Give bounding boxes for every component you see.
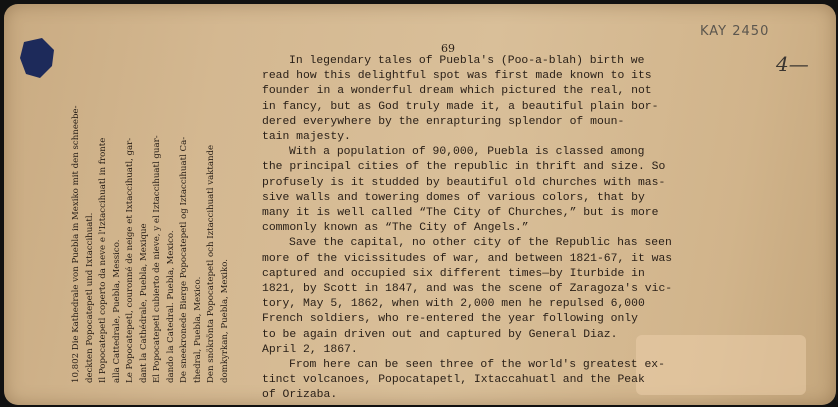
caption-line: Den snökrönta Popocatepetl och Iztaccihuatl vaktande [206,144,216,383]
text-line: to be again driven out and captured by General Diaz. [262,328,618,341]
text-line: With a population of 90,000, Puebla is classed among [289,146,645,159]
text-line: read how this delightful spot was first made known to its [262,70,652,83]
multilingual-caption [70,43,232,383]
text-line: captured and occupied six different times—by Iturbide in [262,267,645,280]
caption-line: thedral, Puebla, Mexico. [192,276,203,383]
caption-line: Il Popocatepetl coperto da neve e l'Iztaccihuatl in fronte [98,137,108,383]
stereoview-card-back [4,4,836,405]
text-line: profusely is it studded by beautiful old churches with mas- [262,176,666,189]
caption-line: 10,802 Die Kathedrale von Puebla in Mexiko mit den schneebe- [71,105,81,383]
text-line: commonly known as “The City of Angels.” [262,222,529,235]
page-number: 69 [441,42,455,55]
description-text [262,54,682,404]
caption-line: alla Cattedrale, Puebla, Messico. [111,239,122,383]
text-line: tain majesty. [262,131,351,144]
caption-line: domkyrkan, Puebla, Mexiko. [219,258,230,383]
caption-line: dando la Catedral. Puebla, Mexico. [165,230,176,383]
ink-blot-mark [18,36,56,80]
caption-line: deckten Popocatepetl und Ixtaccihuatl. [84,212,95,383]
text-line: tinct volcanoes, Popocatapetl, Ixtaccahuatl and the Peak [262,374,645,387]
text-line: of Orizaba. [262,389,338,402]
text-line: more of the vicissitudes of war, and between 1821-67, it was [262,252,673,265]
text-line: Save the capital, no other city of the Republic has seen [289,237,672,250]
text-line: tory, May 5, 1862, when with 2,000 men he repulsed 6,000 [262,298,645,311]
text-line: founder in a wonderful dream which pictured the real, not [262,85,652,98]
caption-line: De sneekronede Bierge Popocatepetl og Iztaccihuatl Ca- [179,136,189,383]
pencil-mark: 4— [776,52,809,76]
text-line: French soldiers, who re-entered the year following only [262,313,638,326]
text-line: sive walls and towering domes of various colors, that by [262,191,645,204]
text-line: in fancy, but as God truly made it, a beautiful plain bor- [262,100,659,113]
text-line: In legendary tales of Puebla's (Poo-a-blah) birth we [289,55,645,67]
text-line: April 2, 1867. [262,343,358,356]
text-line: 1821, by Scott in 1847, and was the scene of Zaragoza's vic- [262,283,673,296]
text-line: dered everywhere by the enrapturing splendor of moun- [262,115,625,128]
text-line: the principal cities of the republic in thrift and size. So [262,161,666,174]
pencil-catalog-note: KAY 2450 [700,24,770,39]
text-line: From here can be seen three of the world's greatest ex- [289,359,665,372]
caption-line: dant la Cathédrale, Puebla, Mexique [138,223,149,383]
caption-line: Le Popocatepetl, couronné de neige et Ixtaccihuatl, gar- [125,137,135,383]
caption-line: El Popocatepetl cubierto de nieve, y el Iztaccihuatl guar- [152,135,162,383]
text-line: many it is well called “The City of Churches,” but is more [262,207,659,220]
